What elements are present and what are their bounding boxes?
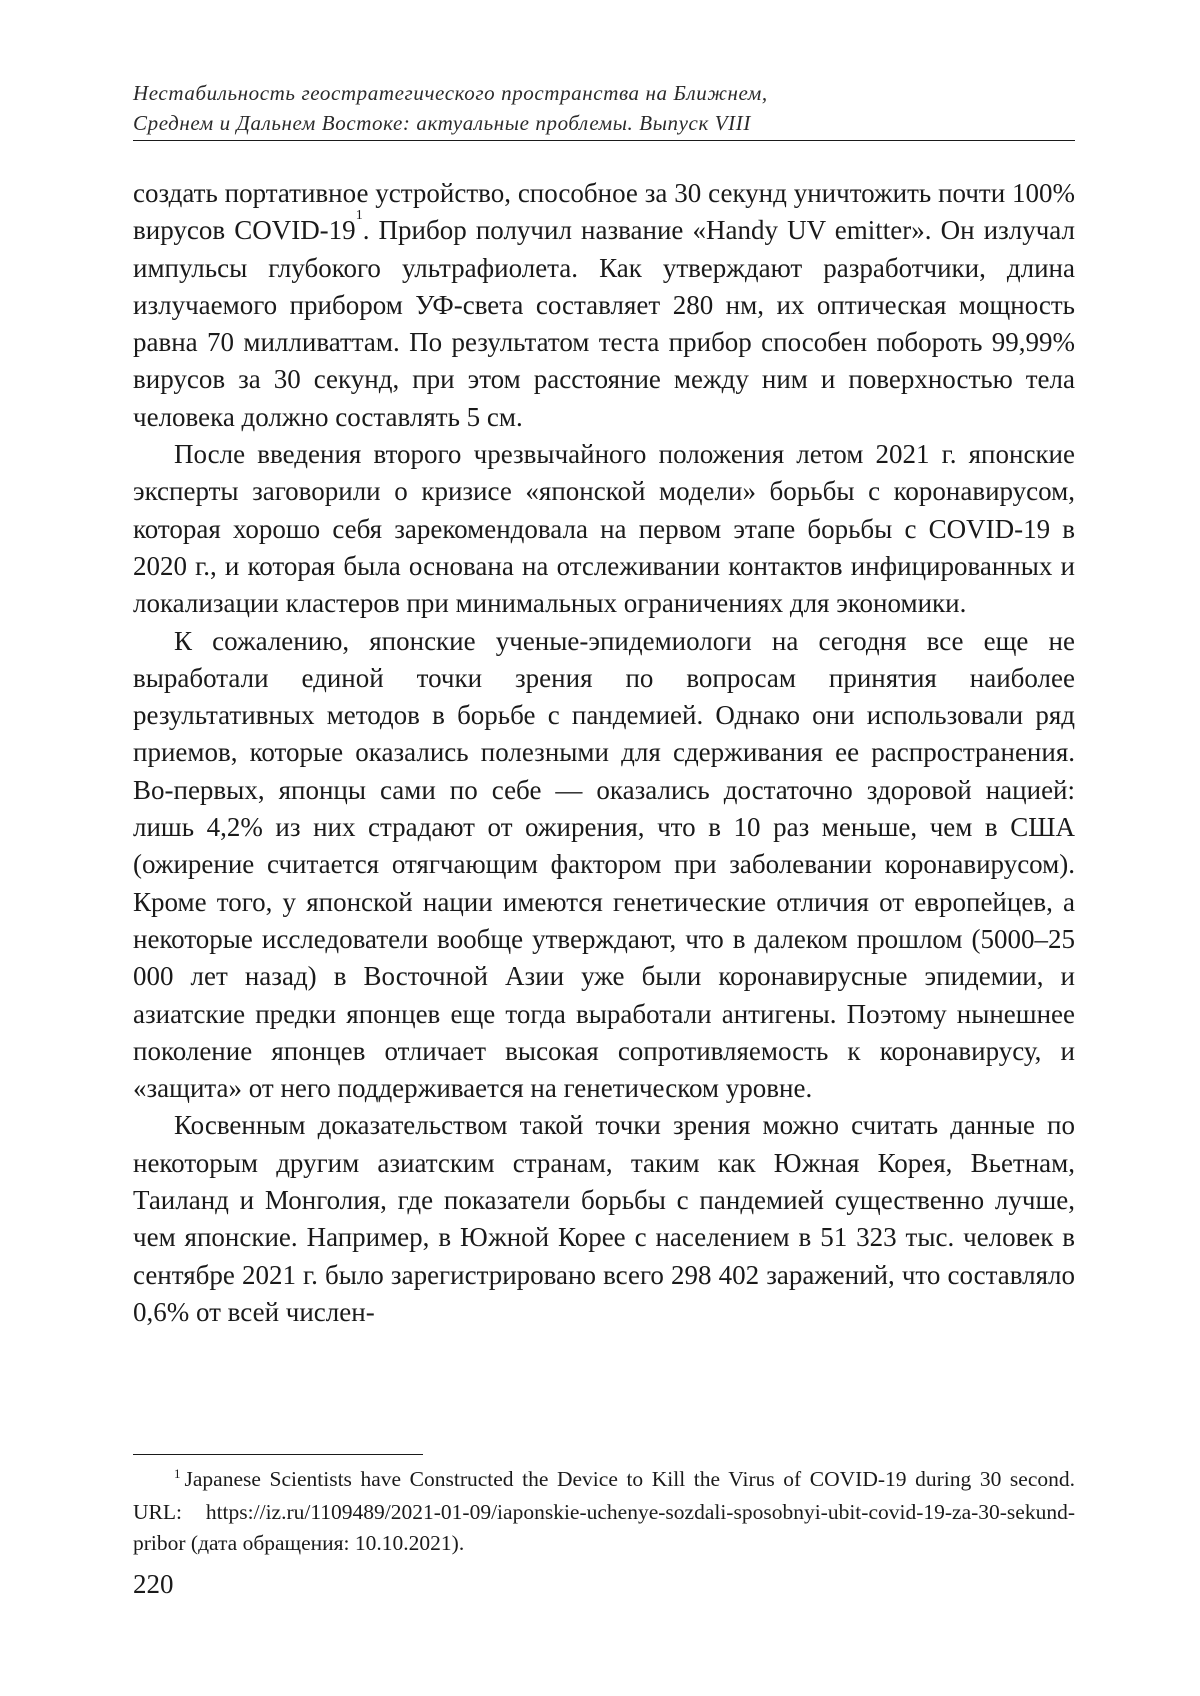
running-header [133,78,1075,138]
paragraph-1 [133,175,1075,436]
paragraph-2: После введения второго чрезвычайного положения летом 2021 г. японские эксперты заговорили о кризисе «японской модели» борьбы с коронавирусом, которая хорошо себя зарекомендовала на первом этапе борьбы с COVID-19 в 2020 г., и которая была основана на отслеживании контактов инфицированных и локализации кластеров при минимальных ограничениях для экономики. [133,436,1075,622]
header-divider [133,140,1075,141]
paragraph-1-start: создать портативное устройство, способное за 30 секунд уничтожить почти 100% вирусов COVID-19 [133,178,1075,245]
paragraph-4: Косвенным доказательством такой точки зрения можно считать данные по некоторым другим азиатским странам, таким как Южная Корея, Вьетнам, Таиланд и Монголия, где показатели борьбы с пандемией существенно лучше, чем японские. Например, в Южной Корее с населением в 51 323 тыс. человек в сентябре 2021 г. было зарегистрировано всего 298 402 заражений, что составляло 0,6% от всей числен- [133,1107,1075,1331]
footnote-number: 1 [174,1466,181,1481]
paragraph-1-end: . Прибор получил название «Handy UV emitter». Он излучал импульсы глубокого ультрафиолета. Как утверждают разработчики, длина излучаемого прибором УФ-света составляет 280 нм, их оптическая мощность равна 70 милливаттам. По результатом теста прибор способен побороть 99,99% вирусов за 30 секунд, при этом расстояние между ним и поверхностью тела человека должно составлять 5 см. [133,215,1075,431]
page-number: 220 [133,1568,174,1600]
footnote-reference[interactable]: 1 [356,208,363,223]
running-header-line-2: Среднем и Дальнем Востоке: актуальные проблемы. Выпуск VIII [133,108,1075,138]
footnote [133,1464,1075,1559]
running-header-line-1: Нестабильность геостратегического пространства на Ближнем, [133,78,1075,108]
main-text [133,175,1075,1331]
paragraph-3: К сожалению, японские ученые-эпидемиологи на сегодня все еще не выработали единой точки зрения по вопросам принятия наиболее результативных методов в борьбе с пандемией. Однако они использовали ряд приемов, которые оказались полезными для сдерживания ее распространения. Во-первых, японцы сами по себе — оказались достаточно здоровой нацией: лишь 4,2% из них страдают от ожирения, что в 10 раз меньше, чем в США (ожирение считается отягчающим фактором при заболевании коронавирусом). Кроме того, у японской нации имеются генетические отличия от европейцев, а некоторые исследователи вообще утверждают, что в далеком прошлом (5000–25 000 лет назад) в Восточной Азии уже были коронавирусные эпидемии, и азиатские предки японцев еще тогда выработали антигены. Поэтому нынешнее поколение японцев отличает высокая сопротивляемость к коронавирусу, и «защита» от него поддерживается на генетическом уровне. [133,623,1075,1108]
footnote-divider [133,1454,423,1455]
footnote-text: Japanese Scientists have Constructed the Device to Kill the Virus of COVID-19 during 30 second. URL: https://iz.ru/1109489/2021-01-09/iaponskie-uchenye-sozdali-sposobnyi-ubit-covid-19-za-30-sekund-pribor (дата обращения: 10.10.2021). [133,1467,1075,1555]
